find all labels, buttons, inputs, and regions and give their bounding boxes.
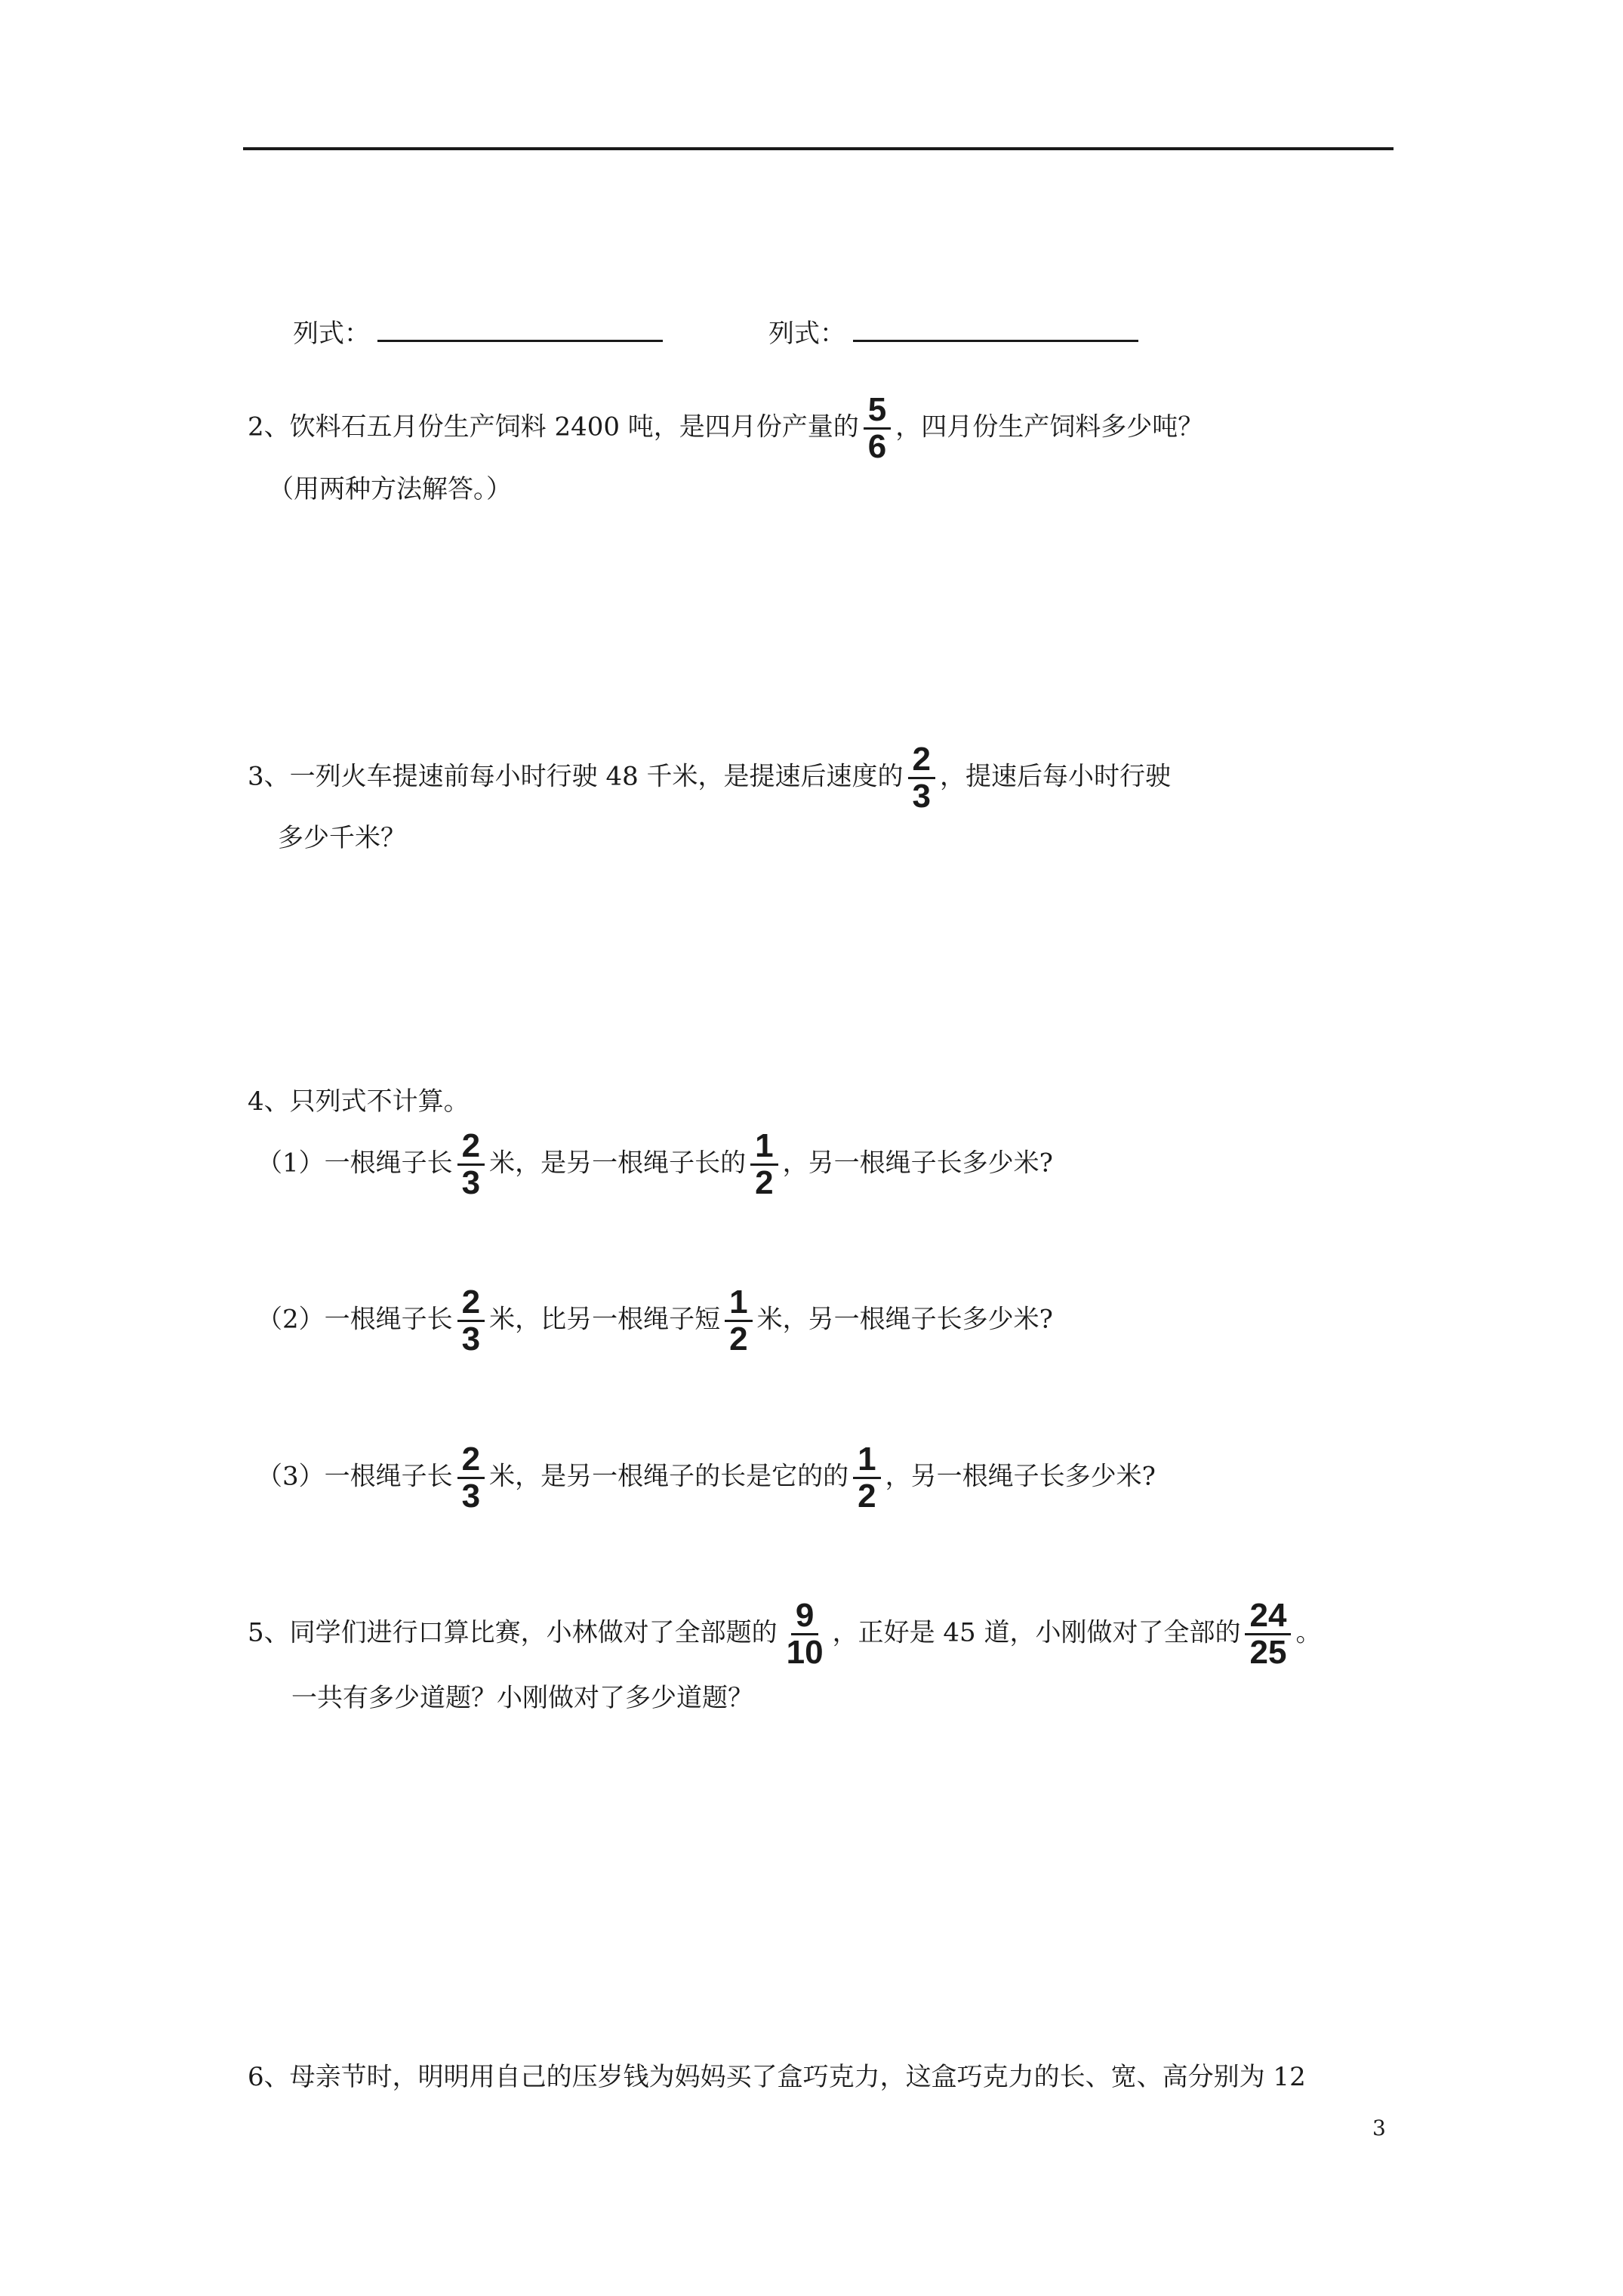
q4-sub2-p1: （2）一根绳子长 (257, 1304, 453, 1335)
q4-sub1-p3: ，另一根绳子长多少米? (782, 1148, 1053, 1179)
q4-sub3-frac1-num: 2 (457, 1442, 485, 1479)
q3-frac-num: 2 (908, 742, 935, 779)
question-5 (248, 1598, 1321, 1670)
q4-sub3-p3: ，另一根绳子长多少米? (885, 1461, 1156, 1492)
formula-row-left (293, 317, 663, 347)
q4-sub3-p2: 米，是另一根绳子的长是它的的 (489, 1461, 849, 1492)
q4-sub3 (257, 1442, 1156, 1514)
q5-line2: 一共有多少道题？小刚做对了多少道题？ (291, 1683, 753, 1713)
q3-fraction (908, 742, 935, 814)
q4-sub1-frac1-den: 3 (461, 1164, 481, 1202)
formula-blank-right[interactable] (853, 317, 1138, 342)
q2-text-after: ，四月份生产饲料多少吨？ (895, 411, 1204, 442)
q4-sub2 (257, 1285, 1053, 1357)
q5-frac1-num: 9 (791, 1598, 818, 1635)
q5-p3: 。 (1295, 1617, 1322, 1648)
q5-frac2 (1245, 1598, 1291, 1670)
q3-text-after: ，提速后每小时行驶 (940, 761, 1171, 792)
q4-sub1-frac1 (457, 1129, 485, 1200)
question-2 (248, 393, 1203, 464)
q4-sub3-p1: （3）一根绳子长 (257, 1461, 453, 1492)
q5-p2: ，正好是 45 道，小刚做对了全部的 (832, 1617, 1241, 1648)
formula-row-right (768, 317, 1138, 347)
q4-sub1 (257, 1129, 1053, 1200)
page-number: 3 (1372, 2116, 1386, 2140)
q2-text-before: 2、饮料石五月份生产饲料 2400 吨，是四月份产量的 (248, 411, 859, 442)
q5-frac2-num: 24 (1245, 1598, 1291, 1635)
q5-p1: 5、同学们进行口算比赛，小林做对了全部题的 (248, 1617, 778, 1648)
q4-sub3-frac2-num: 1 (853, 1442, 880, 1479)
formula-label-right: 列式： (768, 319, 845, 349)
q3-frac-den: 3 (912, 778, 931, 815)
q4-sub2-frac2-num: 1 (725, 1285, 752, 1322)
q4-sub2-frac2 (725, 1285, 752, 1357)
q3-line2: 多少千米？ (278, 823, 406, 853)
q4-sub1-frac2 (750, 1129, 778, 1200)
q2-line2: （用两种方法解答。） (268, 474, 512, 504)
q2-fraction (864, 393, 891, 464)
q2-frac-den: 6 (867, 428, 887, 466)
q4-sub3-frac2 (853, 1442, 880, 1514)
q5-frac2-den: 25 (1249, 1634, 1287, 1672)
q3-text-before: 3、一列火车提速前每小时行驶 48 千米，是提速后速度的 (248, 761, 904, 792)
q4-sub2-p2: 米，比另一根绳子短 (489, 1304, 721, 1335)
q4-sub2-frac1 (457, 1285, 485, 1357)
q4-sub1-frac2-num: 1 (750, 1129, 778, 1166)
q4-sub3-frac2-den: 2 (858, 1478, 876, 1515)
q4-sub1-p1: （1）一根绳子长 (257, 1148, 453, 1179)
q5-frac1-den: 10 (786, 1634, 824, 1672)
q2-frac-num: 5 (864, 393, 891, 430)
header-rule (243, 147, 1394, 150)
q4-sub1-frac2-den: 2 (755, 1164, 774, 1202)
question-6: 6、母亲节时，明明用自己的压岁钱为妈妈买了盒巧克力，这盒巧克力的长、宽、高分别为 12 (248, 2062, 1306, 2092)
formula-blank-left[interactable] (377, 317, 663, 342)
q4-sub2-p3: 米，另一根绳子长多少米? (756, 1304, 1053, 1335)
q4-sub2-frac2-den: 2 (729, 1321, 748, 1358)
q4-sub3-frac1 (457, 1442, 485, 1514)
q4-sub1-p2: 米，是另一根绳子长的 (489, 1148, 747, 1179)
q5-frac1 (782, 1598, 828, 1670)
q4-sub2-frac1-num: 2 (457, 1285, 485, 1322)
q4-sub1-frac1-num: 2 (457, 1129, 485, 1166)
formula-label-left: 列式： (293, 319, 370, 349)
q4-title: 4、只列式不计算。 (248, 1086, 470, 1117)
question-3 (248, 742, 1171, 814)
q4-sub2-frac1-den: 3 (461, 1321, 481, 1358)
q4-sub3-frac1-den: 3 (461, 1478, 481, 1515)
